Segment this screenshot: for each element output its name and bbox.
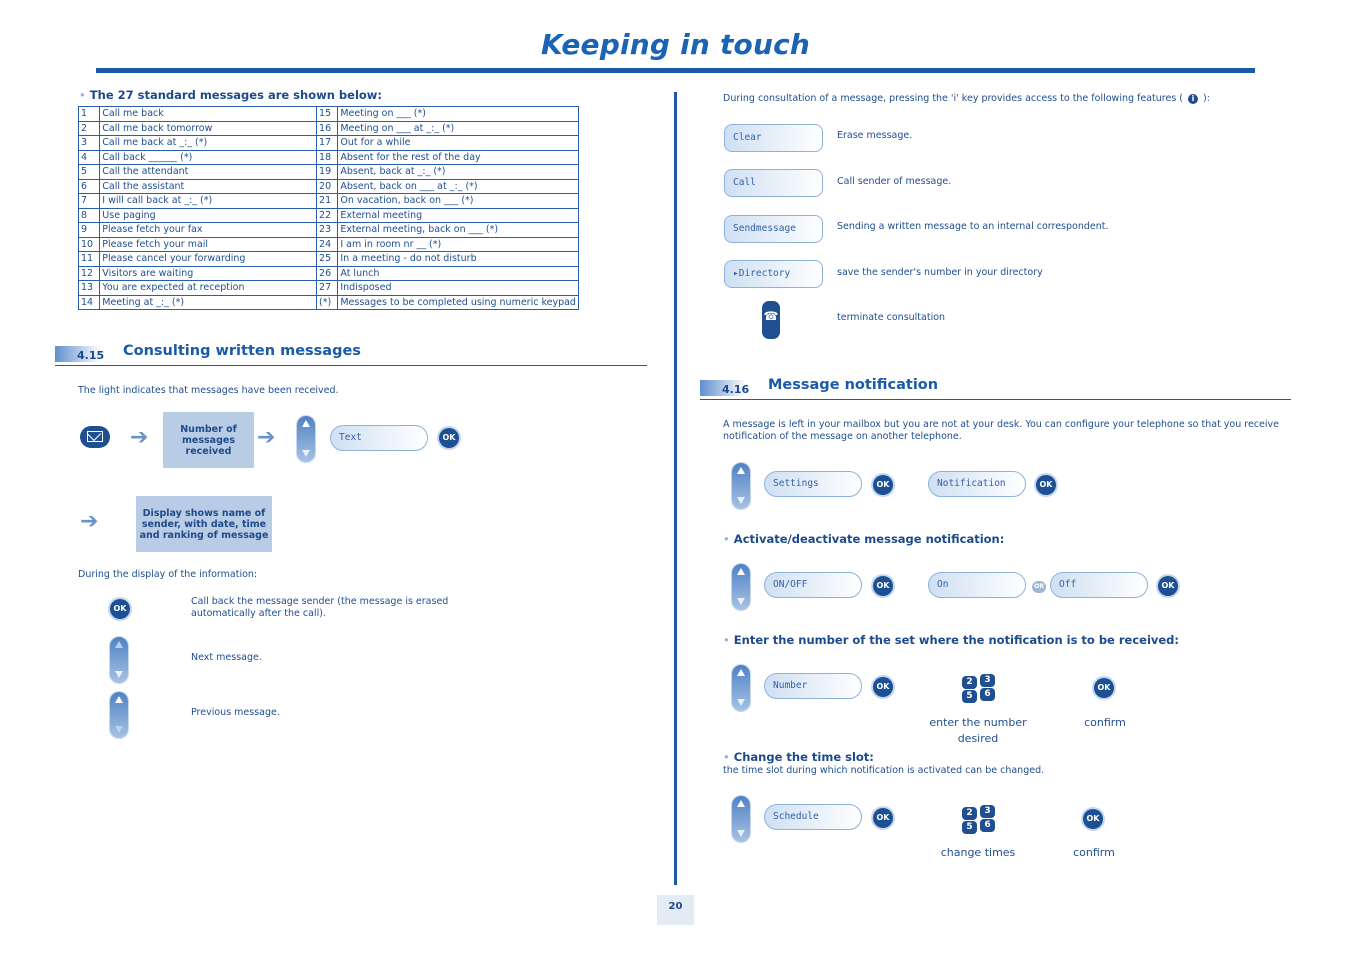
- keypad-key: 3: [980, 674, 995, 687]
- number-softkey[interactable]: Number: [764, 673, 862, 699]
- message-number-cell: 3: [79, 136, 100, 151]
- settings-softkey[interactable]: Settings: [764, 471, 862, 497]
- message-text-cell: Visitors are waiting: [100, 266, 317, 281]
- hang-up-icon[interactable]: ☎: [762, 301, 780, 339]
- message-number-cell: 23: [317, 223, 338, 238]
- navigator-up-icon[interactable]: [110, 692, 128, 738]
- off-softkey[interactable]: Off: [1050, 572, 1148, 598]
- sendmessage-desc: Sending a written message to an internal correspondent.: [837, 221, 1109, 232]
- notification-softkey[interactable]: Notification: [928, 471, 1026, 497]
- directory-desc: save the sender's number in your directory: [837, 267, 1043, 278]
- message-text-cell: External meeting, back on ___ (*): [338, 223, 579, 238]
- action-previous-text: Previous message.: [191, 707, 280, 718]
- keypad-key: 6: [980, 688, 995, 701]
- table-row: [79, 150, 579, 165]
- activate-title: Activate/deactivate message notification:: [733, 532, 1005, 546]
- message-text-cell: Absent, back on ___ at _:_ (*): [338, 179, 579, 194]
- message-number-cell: 1: [79, 107, 100, 122]
- during-display-text: During the display of the information:: [78, 569, 258, 580]
- section-4-16-header: [700, 377, 1291, 396]
- action-callback-text: Call back the message sender (the message is erased automatically after the call).: [191, 596, 449, 619]
- title-rule: [96, 68, 1255, 73]
- arrow-right-icon: ➔: [257, 425, 276, 450]
- table-row: [79, 252, 579, 267]
- message-number-cell: 20: [317, 179, 338, 194]
- keypad-key: 6: [980, 819, 995, 832]
- ok-button[interactable]: OK: [1094, 678, 1114, 698]
- ok-button[interactable]: OK: [873, 808, 893, 828]
- action-next-text: Next message.: [191, 652, 262, 663]
- message-text-cell: Indisposed: [338, 281, 579, 296]
- text-softkey[interactable]: Text: [330, 425, 428, 451]
- message-text-cell: Call the assistant: [100, 179, 317, 194]
- keypad-key: 5: [962, 821, 977, 834]
- table-row: [79, 194, 579, 209]
- keypad-key: 2: [962, 676, 977, 689]
- message-text-cell: Call me back at _:_ (*): [100, 136, 317, 151]
- call-softkey[interactable]: Call: [724, 169, 823, 197]
- clear-softkey[interactable]: Clear: [724, 124, 823, 152]
- hangup-desc: terminate consultation: [837, 312, 946, 323]
- table-row: [79, 121, 579, 136]
- table-row: [79, 165, 579, 180]
- display-shows-box: Display shows name of sender, with date, time and ranking of message: [136, 496, 272, 552]
- message-text-cell: Call me back tomorrow: [100, 121, 317, 136]
- page-title: Keeping in touch: [540, 28, 811, 61]
- timeslot-heading: [723, 750, 874, 764]
- message-key-icon[interactable]: [80, 426, 110, 448]
- message-number-cell: 22: [317, 208, 338, 223]
- on-softkey[interactable]: On: [928, 572, 1026, 598]
- message-text-cell: I am in room nr __ (*): [338, 237, 579, 252]
- keypad-icon[interactable]: [962, 805, 996, 835]
- message-text-cell: Please cancel your forwarding: [100, 252, 317, 267]
- message-text-cell: Messages to be completed using numeric keypad: [338, 295, 579, 310]
- info-icon: i: [1188, 94, 1198, 104]
- message-text-cell: At lunch: [338, 266, 579, 281]
- message-number-cell: 21: [317, 194, 338, 209]
- message-text-cell: Call me back: [100, 107, 317, 122]
- table-row: [79, 281, 579, 296]
- keypad-icon[interactable]: [962, 674, 996, 704]
- navigator-down-icon[interactable]: [110, 637, 128, 683]
- section-4-15-intro: The light indicates that messages have been received.: [78, 385, 339, 396]
- message-number-cell: 7: [79, 194, 100, 209]
- table-row: [79, 266, 579, 281]
- section-number: 4.15: [77, 349, 105, 362]
- message-text-cell: Meeting on ___ (*): [338, 107, 579, 122]
- caption-enter-number: enter the number desired: [929, 716, 1027, 745]
- message-text-cell: On vacation, back on ___ (*): [338, 194, 579, 209]
- consultation-intro-end: ):: [1203, 93, 1210, 104]
- message-number-cell: 6: [79, 179, 100, 194]
- table-row: [79, 136, 579, 151]
- table-row: [79, 223, 579, 238]
- caption-confirm: confirm: [1084, 716, 1126, 729]
- message-text-cell: Out for a while: [338, 136, 579, 151]
- message-number-cell: 9: [79, 223, 100, 238]
- caption-confirm: confirm: [1073, 846, 1115, 859]
- standard-messages-heading: [79, 88, 382, 102]
- message-text-cell: In a meeting - do not disturb: [338, 252, 579, 267]
- message-number-cell: (*): [317, 295, 338, 310]
- section-number: 4.16: [722, 383, 750, 396]
- message-number-cell: 11: [79, 252, 100, 267]
- standard-messages-table: [78, 106, 579, 310]
- keypad-key: 2: [962, 807, 977, 820]
- bullet-dot: •: [723, 633, 730, 647]
- message-number-cell: 16: [317, 121, 338, 136]
- number-heading: [723, 633, 1179, 647]
- table-row: [79, 179, 579, 194]
- directory-softkey[interactable]: ▸Directory: [724, 260, 823, 288]
- message-number-cell: 26: [317, 266, 338, 281]
- navigator-up-down-icon[interactable]: [297, 416, 315, 462]
- message-number-cell: 8: [79, 208, 100, 223]
- section-rule: [700, 399, 1291, 400]
- timeslot-sub: the time slot during which notification is activated can be changed.: [723, 765, 1045, 776]
- message-text-cell: External meeting: [338, 208, 579, 223]
- section-4-15-header: [55, 343, 647, 362]
- page-number: 20: [657, 895, 694, 925]
- message-number-cell: 24: [317, 237, 338, 252]
- message-number-cell: 13: [79, 281, 100, 296]
- section-title: Consulting written messages: [123, 343, 361, 359]
- onoff-softkey[interactable]: ON/OFF: [764, 572, 862, 598]
- keypad-key: 3: [980, 805, 995, 818]
- ok-button[interactable]: OK: [1036, 475, 1056, 495]
- navigator-up-down-icon[interactable]: [732, 463, 750, 509]
- caption-change-times: change times: [940, 846, 1016, 859]
- navigator-up-down-icon[interactable]: [732, 796, 750, 842]
- message-number-cell: 18: [317, 150, 338, 165]
- bullet-dot: •: [723, 750, 730, 764]
- table-row: [79, 107, 579, 122]
- message-number-cell: 10: [79, 237, 100, 252]
- message-text-cell: Use paging: [100, 208, 317, 223]
- ok-button[interactable]: OK: [873, 475, 893, 495]
- message-text-cell: Meeting at _:_ (*): [100, 295, 317, 310]
- section-4-16-intro: A message is left in your mailbox but you are not at your desk. You can configure your telephone so that you receive notification of the message on another telephone.: [723, 419, 1280, 442]
- number-title: Enter the number of the set where the notification is to be received:: [733, 633, 1180, 647]
- message-number-cell: 14: [79, 295, 100, 310]
- table-row: [79, 295, 579, 310]
- message-text-cell: Call the attendant: [100, 165, 317, 180]
- message-number-cell: 15: [317, 107, 338, 122]
- clear-desc: Erase message.: [837, 130, 913, 141]
- message-number-cell: 17: [317, 136, 338, 151]
- message-text-cell: Absent for the rest of the day: [338, 150, 579, 165]
- table-row: [79, 237, 579, 252]
- message-text-cell: I will call back at _:_ (*): [100, 194, 317, 209]
- activate-heading: [723, 532, 1004, 546]
- message-number-cell: 5: [79, 165, 100, 180]
- schedule-softkey[interactable]: Schedule: [764, 804, 862, 830]
- ok-button[interactable]: OK: [110, 599, 130, 619]
- navigator-up-down-icon[interactable]: [732, 665, 750, 711]
- arrow-right-icon: ➔: [130, 425, 149, 450]
- navigator-up-down-icon[interactable]: [732, 564, 750, 610]
- timeslot-title: Change the time slot:: [733, 750, 874, 764]
- standard-messages-intro: The 27 standard messages are shown below:: [89, 88, 383, 102]
- message-text-cell: You are expected at reception: [100, 281, 317, 296]
- consultation-intro: [723, 93, 1210, 105]
- ok-button[interactable]: OK: [439, 428, 459, 448]
- message-number-cell: 12: [79, 266, 100, 281]
- ok-button[interactable]: OK: [1083, 809, 1103, 829]
- message-text-cell: Meeting on ___ at _:_ (*): [338, 121, 579, 136]
- message-number-cell: 2: [79, 121, 100, 136]
- arrow-right-icon: ➔: [80, 509, 99, 534]
- column-divider: [674, 92, 677, 885]
- message-number-cell: 19: [317, 165, 338, 180]
- messages-received-box: Number of messages received: [163, 412, 254, 468]
- section-title: Message notification: [768, 377, 939, 393]
- ok-button[interactable]: OK: [1158, 576, 1178, 596]
- bullet-dot: •: [79, 88, 86, 102]
- table-row: [79, 208, 579, 223]
- message-text-cell: Please fetch your fax: [100, 223, 317, 238]
- ok-button[interactable]: OK: [873, 576, 893, 596]
- call-desc: Call sender of message.: [837, 176, 952, 187]
- section-rule: [55, 365, 647, 366]
- message-number-cell: 25: [317, 252, 338, 267]
- keypad-key: 5: [962, 690, 977, 703]
- bullet-dot: •: [723, 532, 730, 546]
- message-text-cell: Please fetch your mail: [100, 237, 317, 252]
- sendmessage-softkey[interactable]: Sendmessage: [724, 215, 823, 243]
- consultation-intro-text: During consultation of a message, pressing the 'i' key provides access to the following features (: [723, 93, 1184, 104]
- message-number-cell: 4: [79, 150, 100, 165]
- message-number-cell: 27: [317, 281, 338, 296]
- or-label: OR: [1032, 581, 1046, 593]
- message-text-cell: Absent, back at _:_ (*): [338, 165, 579, 180]
- message-text-cell: Call back ______ (*): [100, 150, 317, 165]
- ok-button[interactable]: OK: [873, 677, 893, 697]
